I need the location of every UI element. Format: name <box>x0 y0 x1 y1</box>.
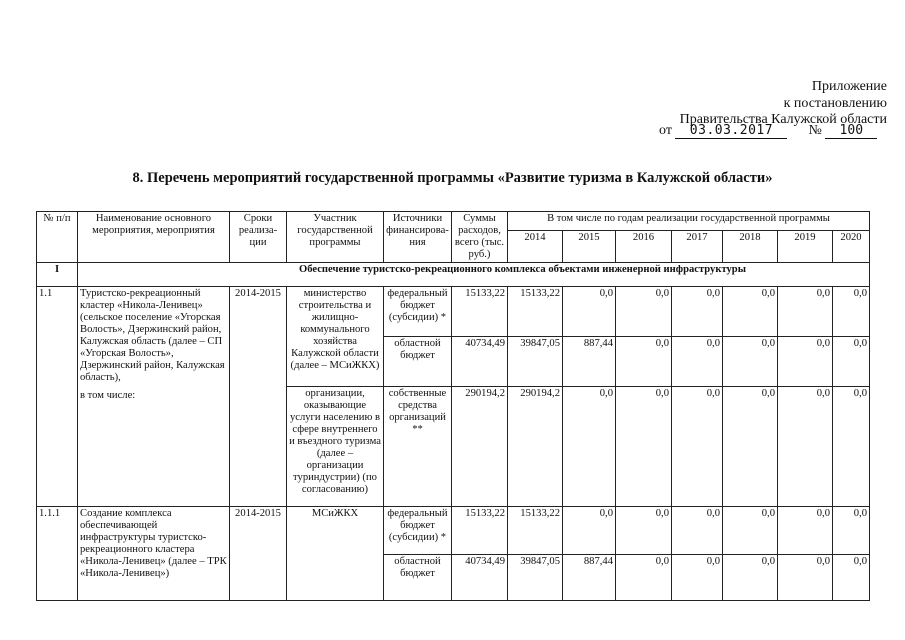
year-header: 2014 <box>508 230 563 262</box>
fin-year-value: 0,0 <box>672 287 723 337</box>
row-name-text: Туристско-рекреационный кластер «Никола-Ленивец» (сельское поселение «Угорская Волость», Дзержинский район, Калужская область (далее – СП «Угорская Волость», Дзержинский район, Калужская область), <box>80 288 225 383</box>
fin-year-value: 0,0 <box>723 287 778 337</box>
fin-total: 40734,49 <box>452 337 508 387</box>
year-header: 2018 <box>723 230 778 262</box>
col-sums-header: Суммы расходов, всего (тыс. руб.) <box>452 212 508 263</box>
fin-year-value: 887,44 <box>563 337 616 387</box>
fin-year-value: 0,0 <box>723 507 778 555</box>
row-terms: 2014-2015 <box>230 507 287 601</box>
appendix-label: Приложение <box>811 79 887 94</box>
fin-total: 40734,49 <box>452 555 508 601</box>
fin-year-value: 0,0 <box>616 387 672 507</box>
section-row <box>37 263 870 287</box>
col-participant-header: Участник государственной программы <box>287 212 384 263</box>
date-prefix: от <box>659 123 672 138</box>
measures-table <box>36 211 870 601</box>
fin-year-value: 0,0 <box>778 507 833 555</box>
fin-year-value: 290194,2 <box>508 387 563 507</box>
fin-year-value: 0,0 <box>563 387 616 507</box>
year-header: 2016 <box>616 230 672 262</box>
fin-year-value: 0,0 <box>778 287 833 337</box>
fin-total: 290194,2 <box>452 387 508 507</box>
fin-year-value: 0,0 <box>723 337 778 387</box>
fin-year-value: 0,0 <box>616 287 672 337</box>
fin-total: 15133,22 <box>452 507 508 555</box>
year-header: 2020 <box>833 230 870 262</box>
fin-source: федеральный бюджет (субсидии) * <box>384 287 452 337</box>
row-num: 1.1.1 <box>37 507 78 601</box>
row-terms: 2014-2015 <box>230 287 287 507</box>
year-header: 2017 <box>672 230 723 262</box>
years-group-header: В том числе по годам реализации государственной программы <box>508 212 870 231</box>
fin-year-value: 0,0 <box>833 555 870 601</box>
fin-year-value: 0,0 <box>672 507 723 555</box>
fin-source: областной бюджет <box>384 555 452 601</box>
table-header-row <box>37 212 870 231</box>
fin-year-value: 0,0 <box>778 555 833 601</box>
page-title: 8. Перечень мероприятий государственной программы «Развитие туризма в Калужской области» <box>132 170 773 186</box>
fin-year-value: 15133,22 <box>508 287 563 337</box>
fin-source: областной бюджет <box>384 337 452 387</box>
section-title: Обеспечение туристско-рекреационного комплекса объектами инженерной инфраструктуры <box>78 263 870 287</box>
row-name-tail: в том числе: <box>80 390 136 401</box>
row-participant: МСиЖКХ <box>287 507 384 601</box>
table-row <box>37 287 870 337</box>
fin-year-value: 0,0 <box>616 507 672 555</box>
fin-total: 15133,22 <box>452 287 508 337</box>
fin-year-value: 0,0 <box>616 555 672 601</box>
document-number: 100 <box>825 123 877 139</box>
fin-year-value: 0,0 <box>723 555 778 601</box>
fin-year-value: 0,0 <box>563 287 616 337</box>
fin-year-value: 39847,05 <box>508 337 563 387</box>
section-num: I <box>37 263 78 287</box>
fin-year-value: 39847,05 <box>508 555 563 601</box>
document-date: 03.03.2017 <box>675 123 787 139</box>
fin-year-value: 0,0 <box>672 337 723 387</box>
fin-year-value: 0,0 <box>833 287 870 337</box>
resolution-label: к постановлению <box>783 96 887 111</box>
fin-year-value: 0,0 <box>833 337 870 387</box>
fin-year-value: 15133,22 <box>508 507 563 555</box>
row-num: 1.1 <box>37 287 78 507</box>
col-terms-header: Сроки реализа-ции <box>230 212 287 263</box>
row-name: Создание комплекса обеспечивающей инфраструктуры туристско-рекреационного кластера «Никола-Ленивец» (далее – ТРК «Никола-Ленивец») <box>78 507 230 601</box>
row-participant: организации, оказывающие услуги населению в сфере внутреннего и въездного туризма (далее – организации туриндустрии) (по согласованию) <box>287 387 384 507</box>
year-header: 2015 <box>563 230 616 262</box>
col-name-header: Наименование основного мероприятия, мероприятия <box>78 212 230 263</box>
fin-year-value: 0,0 <box>616 337 672 387</box>
row-participant: министерство строительства и жилищно-коммунального хозяйства Калужской области (далее – МСиЖКХ) <box>287 287 384 387</box>
fin-source: федеральный бюджет (субсидии) * <box>384 507 452 555</box>
fin-year-value: 0,0 <box>833 507 870 555</box>
table-row <box>37 507 870 555</box>
number-prefix: № <box>808 123 822 138</box>
date-number-line <box>659 123 877 139</box>
col-sources-header: Источники финансирова-ния <box>384 212 452 263</box>
fin-year-value: 0,0 <box>833 387 870 507</box>
fin-year-value: 0,0 <box>563 507 616 555</box>
row-name <box>78 287 230 507</box>
col-num-header: № п/п <box>37 212 78 263</box>
year-header: 2019 <box>778 230 833 262</box>
fin-year-value: 0,0 <box>723 387 778 507</box>
government-label: Правительства Калужской области <box>679 112 887 127</box>
fin-year-value: 0,0 <box>672 555 723 601</box>
fin-year-value: 887,44 <box>563 555 616 601</box>
fin-source: собственные средства организаций ** <box>384 387 452 507</box>
fin-year-value: 0,0 <box>778 387 833 507</box>
fin-year-value: 0,0 <box>672 387 723 507</box>
fin-year-value: 0,0 <box>778 337 833 387</box>
